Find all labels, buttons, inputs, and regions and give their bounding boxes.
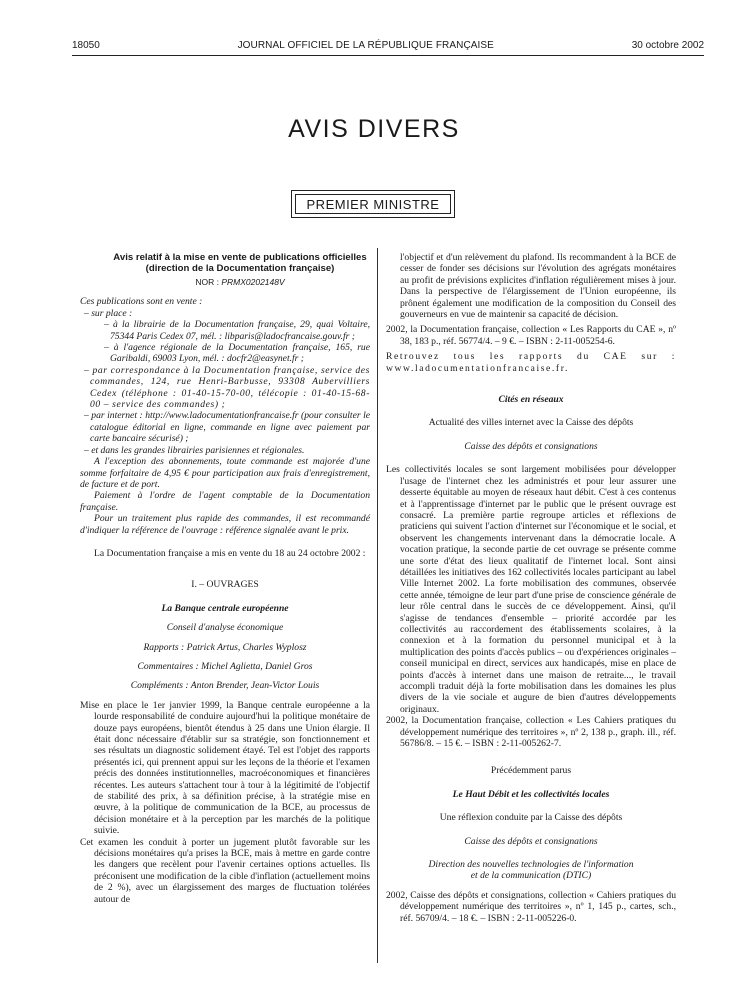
sales-item: – par internet : http://www.ladocumentationfrancaise.fr (pour consulter le catalogue éditorial en ligne, commande en ligne avec paiement par carte bancaire sécurisé) ;	[84, 410, 370, 445]
bce-reference: 2002, la Documentation française, collection « Les Rapports du CAE », nº 38, 183 p., réf. 56774/4. – 9 €. – ISBN : 2-11-005254-6.	[386, 324, 676, 347]
sales-intro: Ces publications sont en vente :	[80, 296, 203, 308]
abonnements-note: A l'exception des abonnements, toute commande est majorée d'une somme forfaitaire de 4,95 € pour participation aux frais d'enregistrement, de facture et de port.	[80, 456, 370, 490]
haut-debit-subtitle: Une réflexion conduite par la Caisse des dépôts	[439, 812, 623, 824]
sales-item: – par correspondance à la Documentation française, service des commandes, 124, rue Henri-Barbusse, 93308 Aubervilliers Cedex (téléphone : 01-40-15-70-00, télécopie : 01-40-15-68-00 – service des commandes) ;	[84, 364, 370, 411]
haut-debit-reference: 2002, Caisse des dépôts et consignations, collection « Cahiers pratiques du développement numérique des territoires », nº 1, 145 p., cartes, sch., réf. 56709/4. – 18 €. – ISBN : 2-11-005226-0.	[386, 889, 676, 924]
bce-title: La Banque centrale européenne	[161, 602, 289, 614]
nor-code: PRMX0202148V	[221, 277, 285, 287]
right-column	[386, 252, 676, 924]
section-title: AVIS DIVERS	[288, 115, 460, 143]
nor-reference	[110, 277, 370, 288]
sales-item: – sur place :	[84, 307, 133, 319]
page-header	[72, 40, 704, 51]
haut-debit-publisher: Caisse des dépôts et consignations	[464, 835, 598, 847]
cites-reference: 2002, la Documentation française, collection « Les Cahiers pratiques du développement numérique des territoires », nº 2, 138 p., graph. ill., réf. 56786/8. – 15 €. – ISBN : 2-11-005262-7.	[386, 715, 676, 750]
nor-label: NOR :	[195, 277, 219, 287]
complements-authors: Compléments : Anton Brender, Jean-Victor Louis	[130, 680, 320, 692]
commentaires-authors: Commentaires : Michel Aglietta, Daniel Gros	[137, 660, 313, 672]
cae-name: Conseil d'analyse économique	[166, 622, 284, 634]
cites-paragraph: Les collectivités locales se sont largement mobilisées pour développer l'usage de l'internet chez les administrés et pour leur assurer une desserte équitable au moyen de réseaux haut débit. C'est à ces contenus et à l'apprentissage d'internet par le public que le présent ouvrage est consacré. La première partie regroupe articles et réflexions de praticiens qui suivent l'action d'internet sur l'économique et le social, et observent les changements intervenant dans la démocratie locale. A vocation pratique, la seconde partie de cet ouvrage se présente comme une sorte d'état des lieux qualitatif de l'internet local. Sont ainsi détaillées les initiatives des 162 collectivités locales participant au label Ville Internet 2002. La forte mobilisation des communes, observée cette année, témoigne de leur part d'une prise de conscience générale de leur rôle central dans le succès de ce développement. Ainsi, qu'il s'agisse de tendances d'ensemble – priorité accordée par les collectivités au raccordement des établissements scolaires, à la connexion et à la formation du personnel municipal et à la multiplication des points d'accès publics – ou d'expériences originales – conseil municipal en direct, services aux handicapés, mise en place de points d'accès à internet dans une maison de retraite..., le travail accompli traduit déjà la forte mobilisation dans les domaines les plus divers de la vie sociale et augure de bien d'autres développements originaux.	[386, 464, 676, 715]
column-divider	[377, 248, 378, 963]
rapports-authors: Rapports : Patrick Artus, Charles Wyplosz	[143, 641, 307, 653]
notice-title-line-1: Avis relatif à la mise en vente de publications officielles	[113, 252, 367, 263]
page-number: 18050	[72, 40, 100, 51]
bce-paragraph-1: Mise en place le 1er janvier 1999, la Banque centrale européenne a la lourde responsabilité de conduire aujourd'hui la politique monétaire de douze pays européens, bientôt étendus à 25 dans une Union élargie. Il était donc nécessaire d'établir sur sa stratégie, son fonctionnement et ses résultats un diagnostic solidement étayé. Tel est l'objet des rapports présentés ici, qui prennent appui sur les leçons de la théorie et l'examen précis des données institutionnelles, macroéconomiques et financières récentes. Les auteurs s'attachent tour à tour à la légitimité de l'objectif de stabilité des prix, à sa définition précise, à la stratégie mise en œuvre, à la politique de communication de la BCE, au processus de décision monétaire et à la perception par les marchés de la politique suivie.	[80, 699, 370, 837]
precedemment-heading: Précédemment parus	[490, 765, 572, 777]
dtic-line-2: et de la communication (DTIC)	[470, 870, 592, 882]
ouvrages-heading: I. – OUVRAGES	[191, 579, 259, 591]
left-column	[80, 252, 370, 905]
dtic-line-1: Direction des nouvelles technologies de l'information	[428, 859, 634, 871]
bce-paragraph-2: Cet examen les conduit à porter un jugement plutôt favorable sur les décisions monétaires qu'a prises la BCE, mais à mettre en garde contre les dangers que recèlent pour l'avenir certaines options actuelles. Ils préconisent une modification de la cible d'inflation (actuellement moins de 2 %), avec un élargissement des marges de fluctuation tolérées autour de	[80, 836, 370, 905]
traitement-note: Pour un traitement plus rapide des commandes, il est recommandé d'indiquer la référence de l'ouvrage : référence signalée avant le prix.	[80, 513, 370, 536]
haut-debit-title: Le Haut Débit et les collectivités locales	[452, 788, 610, 800]
issue-date: 30 octobre 2002	[631, 40, 704, 51]
mise-en-vente: La Documentation française a mis en vente du 18 au 24 octobre 2002 :	[94, 547, 366, 559]
header-rule	[72, 55, 704, 56]
bce-paragraph-2-continued: l'objectif et d'un relèvement du plafond. Ils recommandent à la BCE de cesser de fonder ses décisions sur l'évolution des agrégats monétaires au profit de prévisions explicites d'inflation régulièrement mises à jour. Dans la perspective de l'élargissement de l'Union européenne, ils prônent également une modification de la composition du Conseil des gouverneurs en vue de maintenir sa capacité de décision.	[400, 252, 676, 321]
notice-title-line-2: (direction de la Documentation française)	[145, 263, 335, 274]
sales-item: – à la librairie de la Documentation française, 29, quai Voltaire, 75344 Paris Cedex 07, mél. : libparis@ladocfrancaise.gouv.fr ;	[104, 319, 370, 342]
ministry-box	[291, 190, 455, 218]
sales-list	[80, 296, 370, 456]
cites-publisher: Caisse des dépôts et consignations	[464, 440, 598, 452]
ministry-label: PREMIER MINISTRE	[295, 194, 451, 214]
cae-online-note: Retrouvez tous les rapports du CAE sur : www.ladocumentationfrancaise.fr.	[386, 351, 676, 374]
sales-item: – à l'agence régionale de la Documentation française, 165, rue Garibaldi, 69003 Lyon, mél. : docfr2@easynet.fr ;	[104, 342, 370, 365]
journal-title: JOURNAL OFFICIEL DE LA RÉPUBLIQUE FRANÇAISE	[237, 40, 494, 51]
sales-item: – et dans les grandes librairies parisiennes et régionales.	[84, 444, 305, 456]
cites-heading: Cités en réseaux	[498, 394, 564, 406]
cites-subtitle: Actualité des villes internet avec la Caisse des dépôts	[428, 417, 634, 429]
paiement-note: Paiement à l'ordre de l'agent comptable de la Documentation française.	[80, 490, 370, 513]
